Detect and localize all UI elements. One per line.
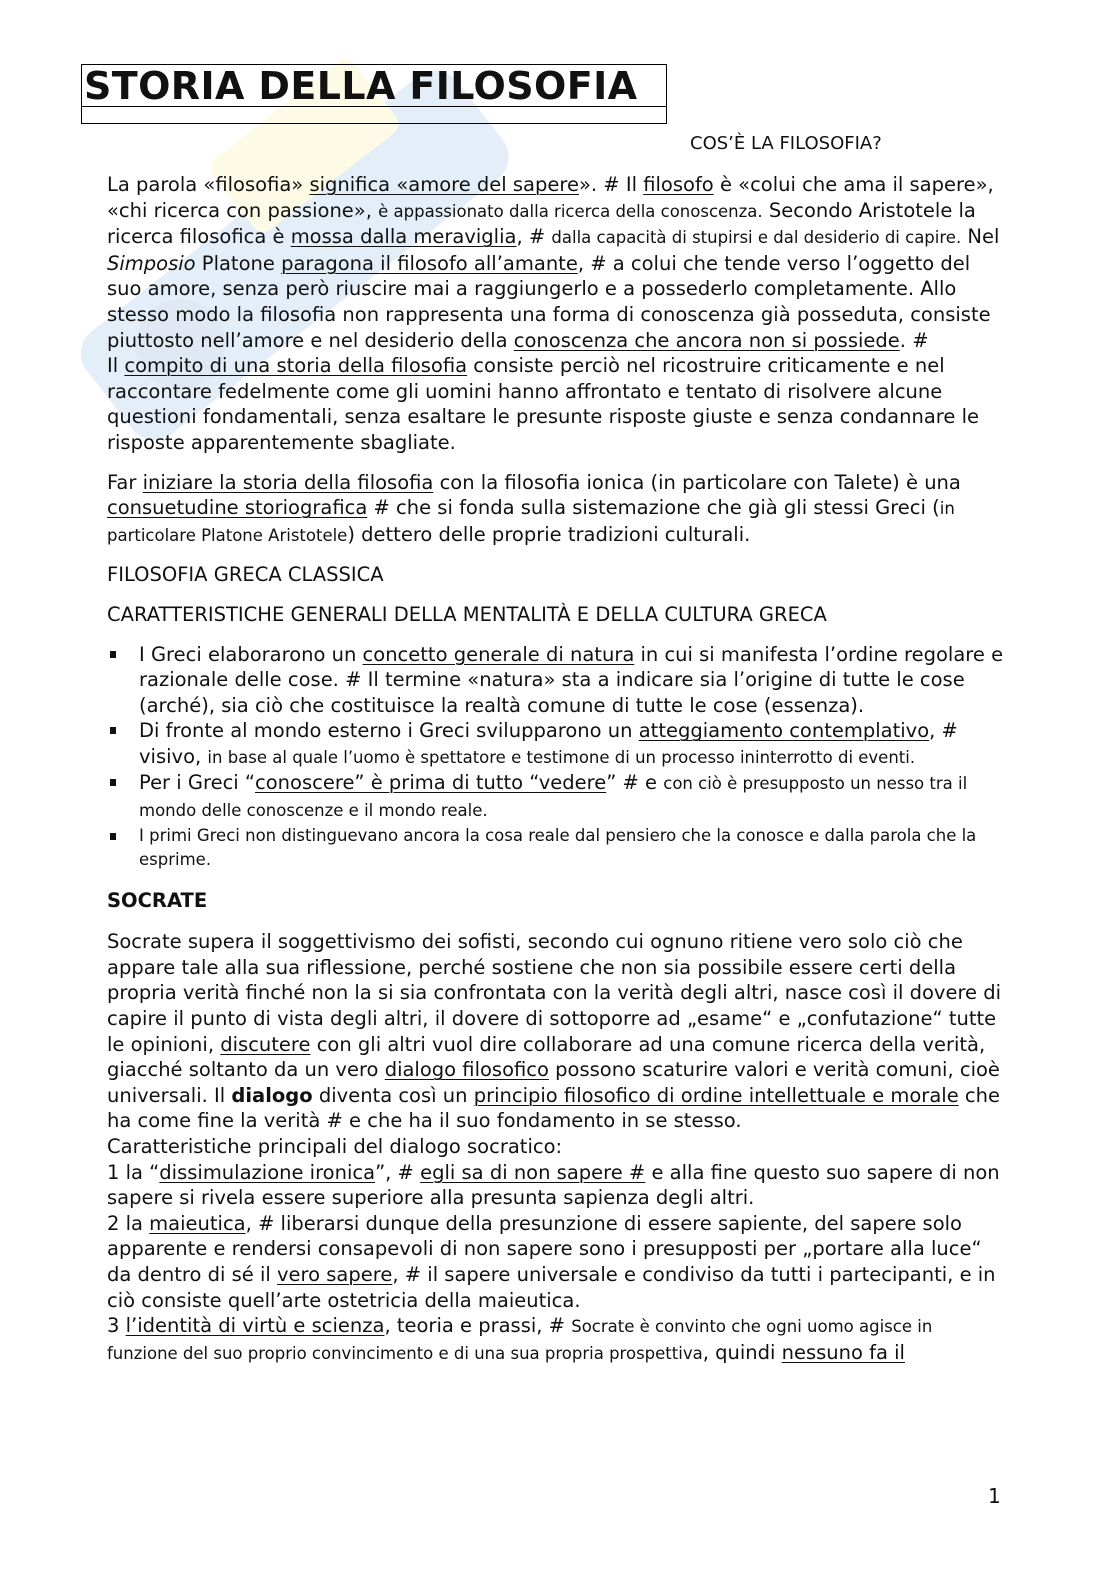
paragraph-maieutica: 2 la maieutica, # liberarsi dunque della presunzione di essere sapiente, del sapere solo apparente e rendersi consapevoli di non sapere sono i presupposti per „portare alla luce“ da dentro di sé il vero sapere, # il sapere universale e condiviso da tutti i partecipanti, e in ciò consiste quell’arte ostetricia della maieutica. [107,1211,996,1312]
list-item: I Greci elaborarono un concetto generale di natura in cui si manifesta l’ordine regolare e razionale delle cose. # Il termine «natura» sta a indicare sia l’origine di tutte le cose (arché), sia ciò che costituisce la realtà comune di tutte le cose (essenza). [107,642,1007,719]
paragraph-intro: La parola «filosofia» significa «amore del sapere». # Il filosofo è «colui che ama il sapere», «chi ricerca con passione», è appassionato dalla ricerca della conoscenza. Secondo Aristotele la ricerca filosofica è mossa dalla meraviglia, # dalla capacità di stupirsi e dal desiderio di capire. Nel Simposio Platone paragona il filosofo all’amante, # a colui che tende verso l’oggetto del suo amore, senza però riuscire mai a raggiungerlo e a possederlo completamente. Allo stesso modo la filosofia non rappresenta una forma di conoscenza già posseduta, consiste piuttosto nell’amore e nel desiderio della conoscenza che ancora non si possiede. # [107,173,1000,352]
paragraph-virtue: 3 l’identità di virtù e scienza, teoria e prassi, # Socrate è convinto che ogni uomo agisce in funzione del suo proprio convincimento e di una sua propria prospettiva, quindi nessuno fa il [107,1314,933,1364]
list-item: Di fronte al mondo esterno i Greci svilupparono un atteggiamento contemplativo, # visivo, in base al quale l’uomo è spettatore e testimone di un processo ininterrotto di eventi. [107,718,1007,770]
document-title: STORIA DELLA FILOSOFIA [82,65,666,107]
list-item: Per i Greci “conoscere” è prima di tutto “vedere” # e con ciò è presupposto un nesso tra il mondo delle conoscenze e il mondo reale. [107,770,1007,823]
list-item: I primi Greci non distinguevano ancora la cosa reale dal pensiero che la conosce e dalla parola che la esprime. [107,824,1007,872]
heading-socrate: SOCRATE [107,888,208,912]
paragraph-dialog-intro: Caratteristiche principali del dialogo socratico: [107,1135,563,1158]
heading-greek-philosophy: FILOSOFIA GRECA CLASSICA [107,563,384,587]
paragraph-irony: 1 la “dissimulazione ironica”, # egli sa di non sapere # e alla fine questo suo sapere di non sapere si rivela essere superiore alla presunta sapienza degli altri. [107,1160,1000,1210]
title-box [81,64,667,124]
section-subtitle: COS’È LA FILOSOFIA? [690,133,882,154]
document-body [107,172,1007,1366]
paragraph-history-task: Il compito di una storia della filosofia consiste perciò nel ricostruire criticamente e nel raccontare fedelmente come gli uomini hanno affrontato e tentato di risolvere alcune questioni fondamentali, senza esaltare le presunte risposte giuste e senza condannare le risposte apparentemente sbagliate. [107,354,979,454]
paragraph-socrate: Socrate supera il soggettivismo dei sofisti, secondo cui ognuno ritiene vero solo ciò che appare tale alla sua riflessione, perché sostiene che non sia possibile essere certi della propria verità finché non la si sia confrontata con la verità degli altri, nasce così il dovere di capire il punto di vista degli altri, il dovere di sottoporre ad „esame“ e „confutazione“ tutte le opinioni, discutere con gli altri vuol dire collaborare ad una comune ricerca della verità, giacché soltanto da un vero dialogo filosofico possono scaturire valori e verità comuni, cioè universali. Il dialogo diventa così un principio filosofico di ordine intellettuale e morale che ha come fine la verità # e che ha il suo fondamento in se stesso. [107,930,1002,1133]
page-number: 1 [988,1484,1001,1508]
heading-greek-culture: CARATTERISTICHE GENERALI DELLA MENTALITÀ E DELLA CULTURA GRECA [107,602,827,626]
paragraph-beginning: Far iniziare la storia della filosofia con la filosofia ionica (in particolare con Talete) è una consuetudine storiografica # che si fonda sulla sistemazione che già gli stessi Greci (in particolare Platone Aristotele) dettero delle proprie tradizioni culturali. [107,470,961,546]
characteristics-list [107,642,1007,872]
